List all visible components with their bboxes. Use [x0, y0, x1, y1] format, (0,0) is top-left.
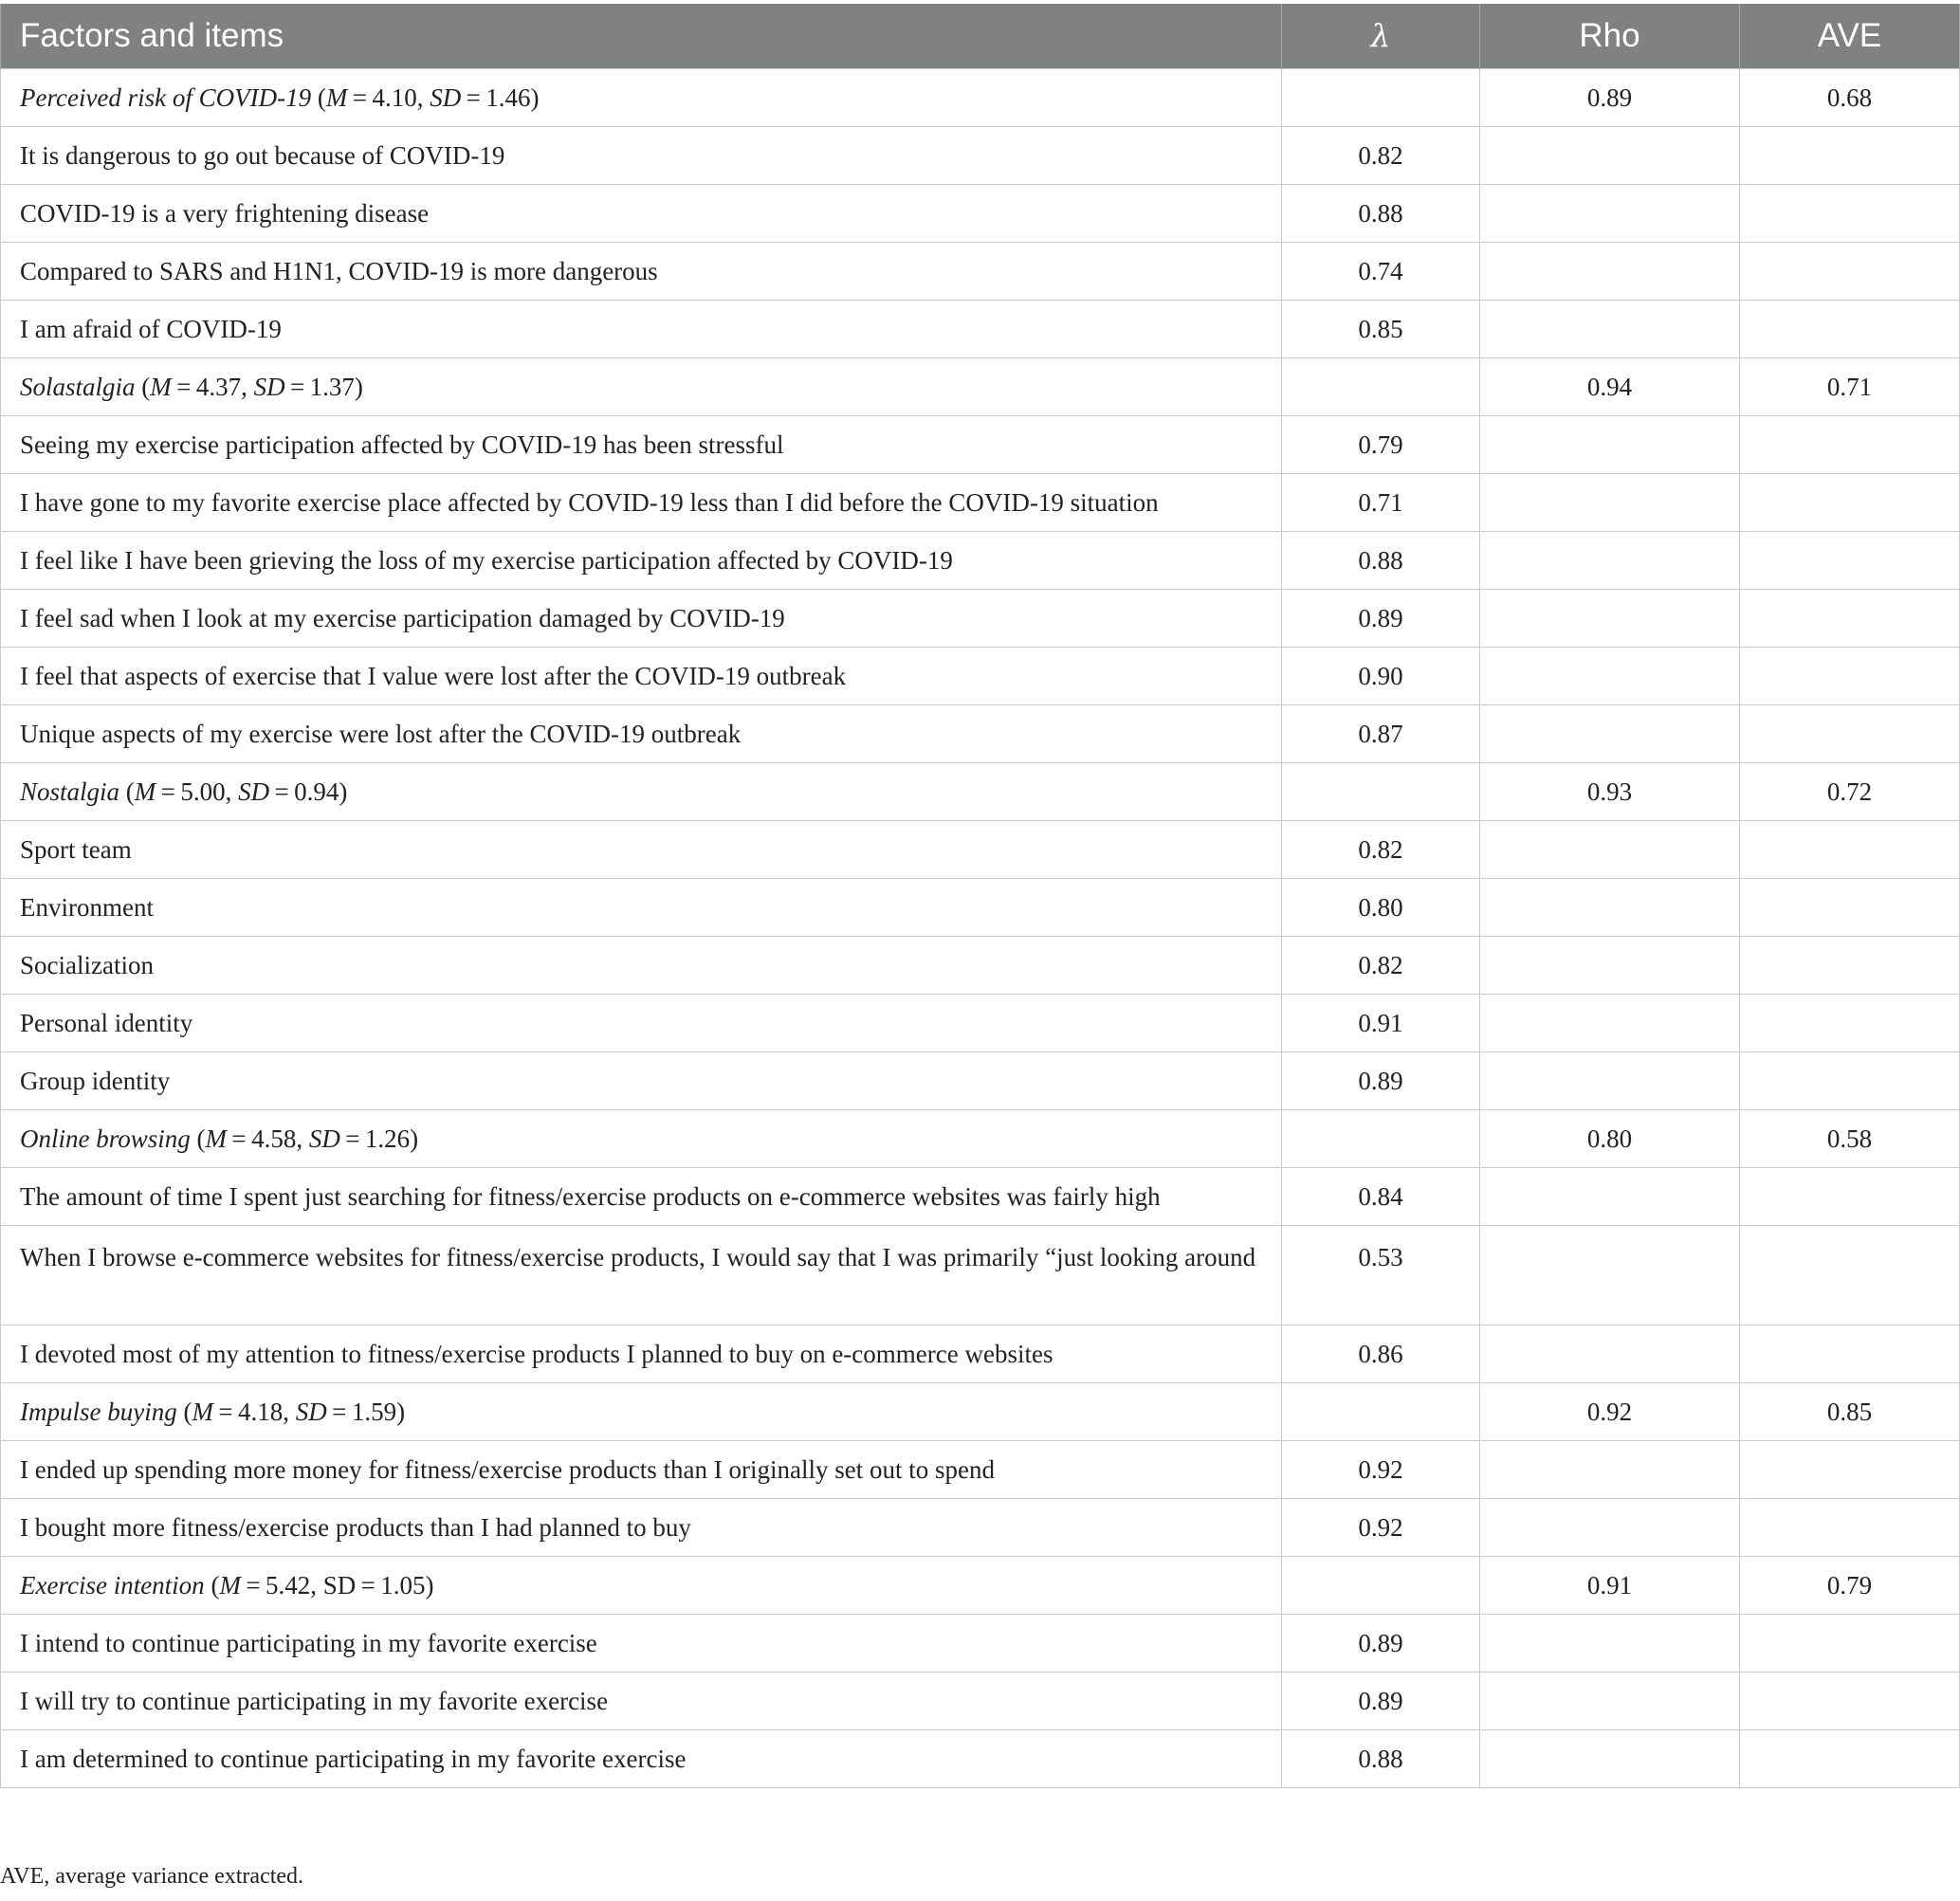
ave-cell: 0.58 [1740, 1110, 1960, 1168]
item-cell: I have gone to my favorite exercise place affected by COVID-19 less than I did before the COVID-19 situation [1, 474, 1282, 532]
table-row [1, 590, 1960, 648]
lambda-cell: 0.89 [1282, 590, 1480, 648]
rho-cell [1480, 1441, 1740, 1499]
lambda-cell: 0.88 [1282, 1730, 1480, 1788]
factor-name: Solastalgia [20, 373, 136, 401]
table-header [1, 4, 1960, 69]
ave-cell [1740, 474, 1960, 532]
factor-loadings-table [0, 4, 1960, 1788]
table-row [1, 648, 1960, 705]
sd-value: 1.59 [351, 1398, 397, 1426]
table-row [1, 416, 1960, 474]
lambda-cell: 0.82 [1282, 821, 1480, 879]
factor-row [1, 1557, 1960, 1615]
mean-value: 5.00 [180, 777, 226, 806]
table-row [1, 1673, 1960, 1730]
table-row [1, 1226, 1960, 1325]
rho-cell [1480, 474, 1740, 532]
item-cell: COVID-19 is a very frightening disease [1, 185, 1282, 243]
sd-value: 1.37 [309, 373, 355, 401]
rho-cell [1480, 1226, 1740, 1325]
lambda-cell: 0.84 [1282, 1168, 1480, 1226]
table-row [1, 1730, 1960, 1788]
rho-cell [1480, 879, 1740, 937]
rho-cell [1480, 185, 1740, 243]
lambda-cell: 0.88 [1282, 185, 1480, 243]
rho-cell [1480, 590, 1740, 648]
table-row [1, 1325, 1960, 1383]
item-cell: I devoted most of my attention to fitness/exercise products I planned to buy on e-commerce websites [1, 1325, 1282, 1383]
mean-value: 4.37 [195, 373, 242, 401]
sd-value: 1.05 [380, 1571, 426, 1599]
mean-value: 4.18 [238, 1398, 284, 1426]
ave-cell [1740, 416, 1960, 474]
ave-cell: 0.71 [1740, 358, 1960, 416]
factor-row [1, 69, 1960, 127]
rho-cell [1480, 1615, 1740, 1673]
rho-cell [1480, 301, 1740, 358]
table-row [1, 879, 1960, 937]
ave-cell [1740, 879, 1960, 937]
sd-label: SD [430, 83, 462, 112]
rho-cell [1480, 532, 1740, 590]
lambda-cell [1282, 1557, 1480, 1615]
mean-label: M [150, 373, 172, 401]
item-cell: I feel that aspects of exercise that I value were lost after the COVID-19 outbreak [1, 648, 1282, 705]
lambda-cell: 0.79 [1282, 416, 1480, 474]
mean-value: 4.10 [372, 83, 417, 112]
item-cell: I feel like I have been grieving the loss of my exercise participation affected by COVID-19 [1, 532, 1282, 590]
mean-value: 5.42 [265, 1571, 311, 1599]
lambda-cell [1282, 1110, 1480, 1168]
rho-cell [1480, 995, 1740, 1052]
table-row [1, 243, 1960, 301]
ave-cell [1740, 301, 1960, 358]
table-row [1, 301, 1960, 358]
item-cell: Unique aspects of my exercise were lost after the COVID-19 outbreak [1, 705, 1282, 763]
lambda-cell: 0.92 [1282, 1499, 1480, 1557]
rho-cell: 0.92 [1480, 1383, 1740, 1441]
table-row [1, 1168, 1960, 1226]
item-cell: I am determined to continue participating in my favorite exercise [1, 1730, 1282, 1788]
factor-row [1, 763, 1960, 821]
header-lambda [1282, 4, 1480, 69]
sd-value: 1.26 [364, 1124, 411, 1153]
rho-cell [1480, 243, 1740, 301]
item-cell: I bought more fitness/exercise products than I had planned to buy [1, 1499, 1282, 1557]
sd-value: 0.94 [294, 777, 339, 806]
ave-cell [1740, 1168, 1960, 1226]
ave-cell [1740, 1325, 1960, 1383]
lambda-cell: 0.88 [1282, 532, 1480, 590]
ave-cell: 0.72 [1740, 763, 1960, 821]
lambda-cell: 0.87 [1282, 705, 1480, 763]
item-cell: I am afraid of COVID-19 [1, 301, 1282, 358]
item-cell: I intend to continue participating in my favorite exercise [1, 1615, 1282, 1673]
table-row [1, 474, 1960, 532]
ave-cell: 0.68 [1740, 69, 1960, 127]
ave-cell [1740, 1052, 1960, 1110]
lambda-cell: 0.92 [1282, 1441, 1480, 1499]
lambda-cell: 0.89 [1282, 1615, 1480, 1673]
item-cell: Environment [1, 879, 1282, 937]
sd-value: 1.46 [485, 83, 531, 112]
ave-cell [1740, 1226, 1960, 1325]
header-row [1, 4, 1960, 69]
rho-cell [1480, 1673, 1740, 1730]
factor-name: Exercise intention [20, 1571, 205, 1599]
factor-name: Nostalgia [20, 777, 120, 806]
table-row [1, 532, 1960, 590]
ave-cell [1740, 1730, 1960, 1788]
table-row [1, 1499, 1960, 1557]
ave-cell [1740, 821, 1960, 879]
ave-cell [1740, 127, 1960, 185]
ave-cell [1740, 1441, 1960, 1499]
factor-cell: Perceived risk of COVID-19 (M = 4.10, SD = 1.46) [1, 69, 1282, 127]
item-cell: Compared to SARS and H1N1, COVID-19 is more dangerous [1, 243, 1282, 301]
mean-value: 4.58 [251, 1124, 297, 1153]
rho-cell [1480, 821, 1740, 879]
lambda-cell [1282, 1383, 1480, 1441]
ave-cell [1740, 705, 1960, 763]
table-row [1, 1615, 1960, 1673]
ave-cell [1740, 937, 1960, 995]
lambda-cell: 0.71 [1282, 474, 1480, 532]
mean-label: M [205, 1124, 228, 1153]
lambda-cell: 0.53 [1282, 1226, 1480, 1325]
ave-cell [1740, 995, 1960, 1052]
rho-cell [1480, 1168, 1740, 1226]
mean-label: M [192, 1398, 213, 1426]
table-row [1, 821, 1960, 879]
sd-label: SD [238, 777, 270, 806]
rho-cell: 0.93 [1480, 763, 1740, 821]
factor-name: Online browsing [20, 1124, 191, 1153]
table-row [1, 1441, 1960, 1499]
factor-row [1, 1383, 1960, 1441]
factor-cell: Online browsing (M = 4.58, SD = 1.26) [1, 1110, 1282, 1168]
item-cell: Personal identity [1, 995, 1282, 1052]
rho-cell [1480, 416, 1740, 474]
lambda-cell: 0.89 [1282, 1673, 1480, 1730]
rho-cell: 0.89 [1480, 69, 1740, 127]
ave-cell [1740, 1499, 1960, 1557]
ave-cell: 0.85 [1740, 1383, 1960, 1441]
ave-cell [1740, 1673, 1960, 1730]
item-cell: I will try to continue participating in my favorite exercise [1, 1673, 1282, 1730]
item-cell: Seeing my exercise participation affected by COVID-19 has been stressful [1, 416, 1282, 474]
factor-cell: Impulse buying (M = 4.18, SD = 1.59) [1, 1383, 1282, 1441]
lambda-cell [1282, 69, 1480, 127]
lambda-cell: 0.82 [1282, 937, 1480, 995]
ave-cell [1740, 243, 1960, 301]
lambda-cell: 0.91 [1282, 995, 1480, 1052]
item-cell: It is dangerous to go out because of COVID-19 [1, 127, 1282, 185]
table-row [1, 705, 1960, 763]
lambda-cell: 0.86 [1282, 1325, 1480, 1383]
rho-cell [1480, 648, 1740, 705]
rho-cell [1480, 1052, 1740, 1110]
factor-cell: Exercise intention (M = 5.42, SD = 1.05) [1, 1557, 1282, 1615]
factor-cell: Solastalgia (M = 4.37, SD = 1.37) [1, 358, 1282, 416]
table-row [1, 995, 1960, 1052]
header-lambda-symbol: λ [1370, 17, 1391, 54]
item-cell: I ended up spending more money for fitness/exercise products than I originally set out to spend [1, 1441, 1282, 1499]
ave-cell [1740, 648, 1960, 705]
lambda-cell: 0.90 [1282, 648, 1480, 705]
item-cell: When I browse e-commerce websites for fitness/exercise products, I would say that I was primarily “just looking around [1, 1226, 1282, 1325]
rho-cell [1480, 1730, 1740, 1788]
rho-cell [1480, 705, 1740, 763]
item-cell: The amount of time I spent just searching for fitness/exercise products on e-commerce websites was fairly high [1, 1168, 1282, 1226]
item-cell: Sport team [1, 821, 1282, 879]
lambda-cell [1282, 358, 1480, 416]
header-factors-and-items: Factors and items [1, 4, 1282, 69]
table-footnote: AVE, average variance extracted. [0, 1864, 304, 1889]
factor-row [1, 358, 1960, 416]
mean-label: M [134, 777, 156, 806]
table-body [1, 69, 1960, 1788]
rho-cell [1480, 1499, 1740, 1557]
sd-label: SD [308, 1124, 340, 1153]
table-row [1, 185, 1960, 243]
rho-cell [1480, 937, 1740, 995]
lambda-cell: 0.89 [1282, 1052, 1480, 1110]
rho-cell [1480, 1325, 1740, 1383]
item-cell: Socialization [1, 937, 1282, 995]
rho-cell [1480, 127, 1740, 185]
mean-label: M [219, 1571, 241, 1599]
rho-cell: 0.91 [1480, 1557, 1740, 1615]
lambda-cell: 0.80 [1282, 879, 1480, 937]
factor-row [1, 1110, 1960, 1168]
rho-cell: 0.80 [1480, 1110, 1740, 1168]
lambda-cell [1282, 763, 1480, 821]
ave-cell [1740, 590, 1960, 648]
sd-label: SD [253, 373, 285, 401]
ave-cell [1740, 532, 1960, 590]
table-row [1, 127, 1960, 185]
lambda-cell: 0.82 [1282, 127, 1480, 185]
rho-cell: 0.94 [1480, 358, 1740, 416]
factor-cell: Nostalgia (M = 5.00, SD = 0.94) [1, 763, 1282, 821]
sd-label: SD [322, 1571, 357, 1599]
sd-label: SD [295, 1398, 327, 1426]
lambda-cell: 0.85 [1282, 301, 1480, 358]
header-rho: Rho [1480, 4, 1740, 69]
ave-cell: 0.79 [1740, 1557, 1960, 1615]
table-row [1, 937, 1960, 995]
mean-label: M [325, 83, 348, 112]
header-ave: AVE [1740, 4, 1960, 69]
lambda-cell: 0.74 [1282, 243, 1480, 301]
table-container [0, 4, 1960, 1788]
factor-name: Impulse buying [20, 1398, 177, 1426]
table-row [1, 1052, 1960, 1110]
item-cell: Group identity [1, 1052, 1282, 1110]
factor-name: Perceived risk of COVID-19 [20, 83, 312, 112]
ave-cell [1740, 1615, 1960, 1673]
ave-cell [1740, 185, 1960, 243]
item-cell: I feel sad when I look at my exercise participation damaged by COVID-19 [1, 590, 1282, 648]
